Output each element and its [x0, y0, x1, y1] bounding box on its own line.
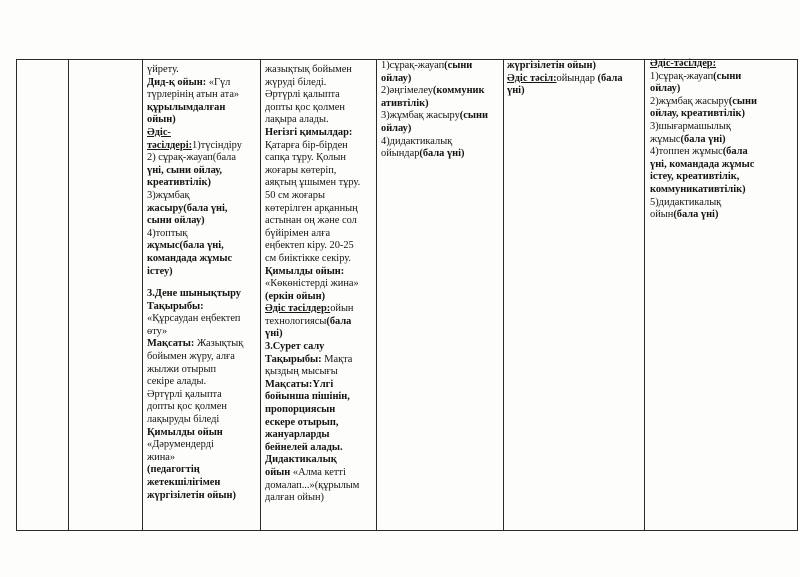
- text-segment: 4)топпен жұмыс: [650, 146, 723, 158]
- text-line: 4)топтық: [147, 227, 188, 239]
- text-line: жазықтық бойымен: [265, 64, 352, 75]
- text-line: Дидактикалық: [265, 454, 337, 466]
- text-line: секіре алады.: [147, 376, 207, 388]
- text-line: жүргізілетін ойын): [507, 60, 596, 71]
- text-line: Әдіс-тәсілдер:: [650, 58, 717, 69]
- text-line: 5)дидактикалық: [650, 196, 722, 208]
- text-line: ойлау, креативтілік): [650, 108, 745, 120]
- text-line: [147, 89, 259, 102]
- text-line: лақыра алады.: [265, 114, 329, 126]
- text-line: Қатарға бір-бірден: [265, 139, 348, 151]
- text-segment: 1)түсіндіру: [192, 139, 242, 151]
- cell-methods-3: [381, 60, 502, 161]
- text-line: [650, 96, 796, 109]
- text-segment: технологиясы: [265, 315, 327, 327]
- text-segment: (сыни: [713, 70, 742, 82]
- text-segment: (бала үні): [419, 148, 465, 160]
- text-line: еңбектеп кіру. 20-25: [265, 240, 354, 252]
- text-segment: Мақсаты:: [147, 338, 197, 350]
- text-line: Әртүрлі қалыпта: [265, 89, 340, 101]
- text-segment: (сыни: [459, 110, 488, 122]
- text-line: «Дәрумендерді: [147, 439, 214, 451]
- table-left-border: [16, 59, 17, 530]
- text-segment: жұмыс: [650, 133, 681, 145]
- column-divider: [142, 59, 143, 530]
- column-divider: [503, 59, 504, 530]
- text-line: ойлау): [650, 83, 681, 95]
- text-line: ативтілік): [381, 97, 429, 109]
- text-line: Әдіс-: [147, 126, 171, 138]
- text-line: жүруді біледі.: [265, 76, 327, 88]
- text-segment: Жазықтық: [196, 338, 244, 350]
- text-line: ойлау): [381, 122, 412, 134]
- text-line: істеу): [147, 265, 173, 277]
- text-segment: ойындар: [381, 148, 420, 160]
- text-line: Қимылды ойын:: [265, 265, 345, 277]
- text-line: [650, 134, 796, 147]
- text-segment: тәсілдері:: [147, 139, 193, 151]
- text-line: ойлау): [381, 72, 412, 84]
- text-line: бейнелей алады.: [265, 441, 343, 453]
- text-line: үні, сыни ойлау,: [147, 164, 222, 176]
- text-line: (еркін ойын): [265, 290, 326, 302]
- text-line: бойымен жүру, алға: [147, 351, 235, 363]
- column-divider: [644, 59, 645, 530]
- text-line: допты қос қолмен: [265, 101, 345, 113]
- cell-activities-2: [265, 64, 375, 505]
- text-line: допты қос қолмен: [147, 401, 227, 413]
- text-line: Тақырыбы:: [147, 300, 204, 312]
- column-divider: [260, 59, 261, 530]
- text-line: лақыруды біледі: [147, 414, 220, 426]
- text-line: пропорциясын: [265, 404, 336, 416]
- text-line: 3.Сурет салу: [265, 341, 325, 353]
- text-line: бойынша пішінін,: [265, 391, 350, 403]
- text-line: «Құрсаудан еңбектеп: [147, 313, 241, 325]
- text-segment: (бала: [597, 72, 623, 84]
- text-line: істеу, креативтілік,: [650, 171, 740, 183]
- text-line: [381, 110, 502, 123]
- cell-methods-4: [507, 60, 643, 98]
- text-line: ойын): [147, 114, 176, 126]
- text-segment: 1)сұрақ-жауап: [381, 60, 445, 71]
- text-line: үні, командада жұмыс: [650, 158, 755, 170]
- text-line: [507, 73, 643, 86]
- text-segment: 3)жұмбақ жасыру: [381, 110, 460, 122]
- text-line: көтерілген арқанның: [265, 202, 358, 214]
- text-line: 4)дидактикалық: [381, 135, 453, 147]
- text-segment: 2)жұмбақ жасыру: [650, 95, 729, 107]
- text-segment: (сыни: [444, 60, 473, 71]
- text-line: [265, 316, 375, 329]
- text-line: жұмыс(бала үні,: [147, 240, 224, 252]
- text-line: [650, 209, 796, 222]
- text-line: командада жұмыс: [147, 252, 233, 264]
- text-line: [650, 146, 796, 159]
- text-line: 3)шығармашылық: [650, 120, 731, 132]
- text-line: [381, 85, 502, 98]
- text-line: [265, 354, 375, 367]
- column-divider: [376, 59, 377, 530]
- text-line: 50 см жоғары: [265, 189, 325, 201]
- text-line: креативтілік): [147, 177, 211, 189]
- text-line: жылжи отырып: [147, 363, 217, 375]
- text-line: (педагогтің: [147, 464, 200, 476]
- text-line: Негізгі қимылдар:: [265, 126, 353, 138]
- text-line: жина»: [147, 451, 176, 463]
- text-segment: Әдіс тәсілдер:: [265, 303, 331, 315]
- text-line: ескере отырып,: [265, 416, 339, 428]
- text-segment: ойын: [330, 303, 354, 315]
- text-line: өту»: [147, 325, 168, 337]
- text-line: 2) сұрақ-жауап(бала: [147, 152, 236, 164]
- text-line: Қимылды ойын: [147, 426, 223, 438]
- text-line: [147, 140, 259, 153]
- text-line: қыздың мысығы: [265, 366, 338, 378]
- text-line: см биіктікке секіру.: [265, 252, 352, 264]
- text-line: [381, 60, 502, 73]
- text-segment: ойын: [650, 209, 674, 221]
- text-line: бүйірімен алға: [265, 227, 331, 239]
- text-line: [265, 303, 375, 316]
- table-right-border: [797, 59, 798, 530]
- text-line: 3)жұмбақ: [147, 189, 190, 201]
- text-line: [147, 77, 259, 90]
- text-segment: «Алма кетті: [292, 467, 346, 478]
- text-line: [147, 338, 259, 351]
- text-line: жетекшілігімен: [147, 477, 221, 488]
- text-line: жоғары көтеріп,: [265, 164, 337, 176]
- text-segment: Тақырыбы:: [265, 353, 325, 365]
- text-segment: 1)сұрақ-жауап: [650, 70, 714, 82]
- cell-activities-1: [147, 64, 259, 502]
- cell-methods-5: [650, 58, 796, 222]
- text-line: сапқа тұру. Қолын: [265, 152, 346, 164]
- text-line: жүргізілетін ойын): [147, 489, 236, 501]
- text-line: сыни ойлау): [147, 215, 205, 227]
- text-segment: ойын: [265, 467, 293, 478]
- text-line: [265, 467, 375, 480]
- text-line: үйрету.: [147, 64, 179, 75]
- text-segment: «Гүл: [208, 76, 231, 88]
- text-line: астынан оң және сол: [265, 215, 357, 227]
- text-segment: (бала үні): [680, 133, 726, 145]
- text-segment: Дид-қ ойын:: [147, 76, 209, 88]
- text-line: аяқтың ұшымен тұру.: [265, 177, 361, 189]
- text-line: жасыру(бала үні,: [147, 202, 228, 214]
- text-line: 3.Дене шынықтыру: [147, 288, 241, 300]
- text-line: Әртүрлі қалыпта: [147, 388, 222, 400]
- text-segment: ойындар: [556, 72, 598, 84]
- table-bottom-border: [16, 530, 798, 531]
- text-line: коммуникативтілік): [650, 183, 746, 195]
- text-line: құрылымдалған: [147, 101, 226, 113]
- text-line: домалап...»(құрылым: [265, 479, 360, 491]
- text-line: Мақсаты:Үлгі: [265, 378, 334, 390]
- text-segment: Әдіс тәсіл:: [507, 72, 557, 84]
- text-line: [381, 148, 502, 161]
- text-segment: Мақта: [324, 353, 353, 365]
- text-line: [650, 71, 796, 84]
- text-line: үні): [507, 85, 525, 97]
- text-line: үні): [265, 328, 283, 340]
- text-segment: (сыни: [728, 95, 757, 107]
- spacer: [147, 278, 259, 288]
- text-segment: (коммуник: [432, 85, 485, 97]
- text-segment: (бала: [722, 146, 748, 158]
- text-line: далған ойын): [265, 492, 324, 504]
- text-line: жануарларды: [265, 429, 330, 441]
- text-segment: (бала үні): [673, 209, 719, 221]
- text-line: «Көкөністерді жина»: [265, 278, 359, 290]
- column-divider: [68, 59, 69, 530]
- text-segment: 2)әңгімелеу: [381, 85, 433, 97]
- text-segment: (бала: [326, 315, 352, 327]
- text-segment: түрлерінің атын ата»: [147, 89, 240, 101]
